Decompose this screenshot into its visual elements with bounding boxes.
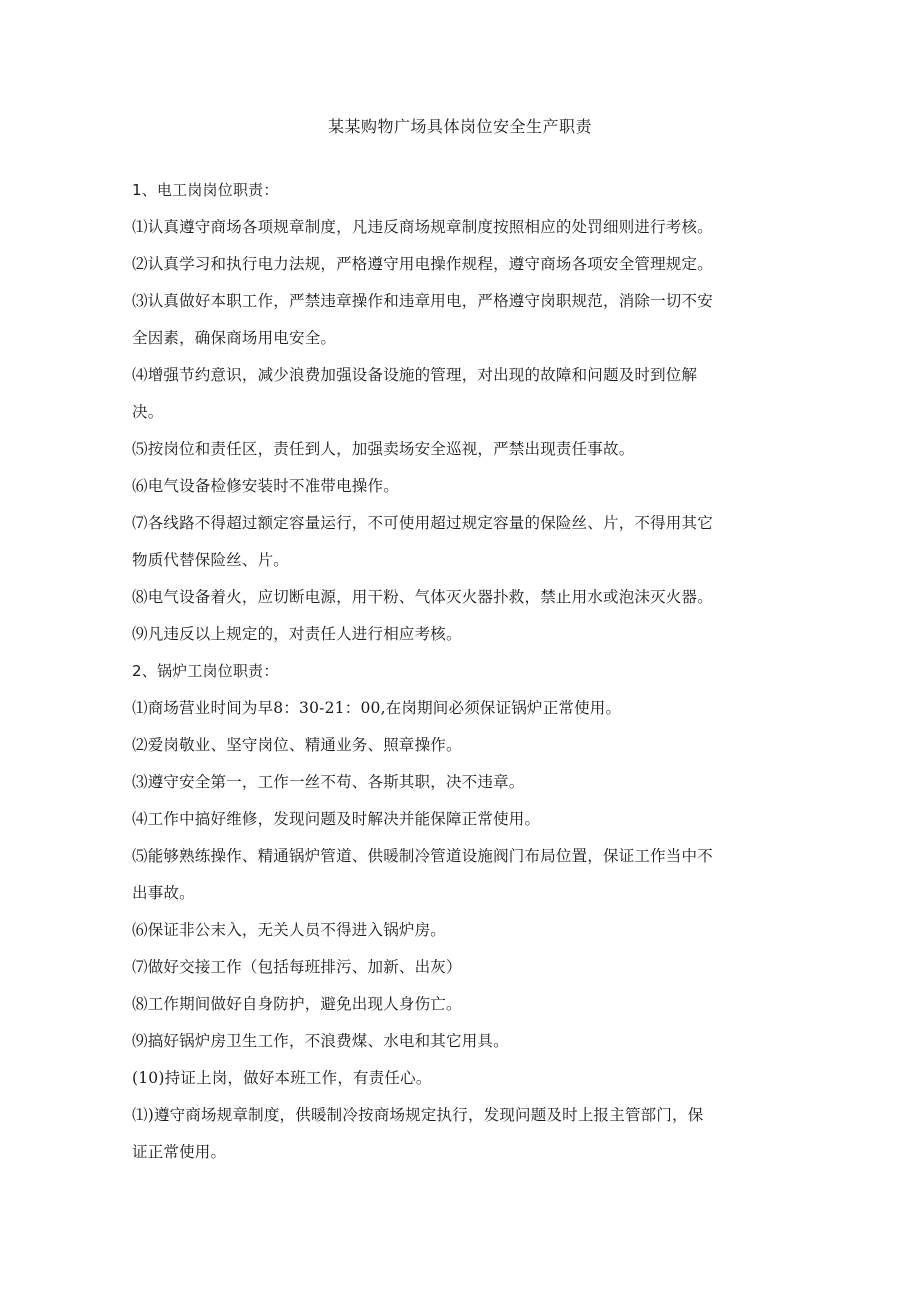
- section-heading-boiler: 2、锅炉工岗位职责：: [132, 662, 279, 680]
- text-line: 物质代替保险丝、片。: [132, 551, 290, 569]
- text-line: 出事故。: [132, 884, 195, 902]
- text-line: 证正常使用。: [132, 1143, 227, 1161]
- text-line: ⑶遵守安全第一，工作一丝不苟、各斯其职，决不违章。: [132, 773, 525, 791]
- text-line: (10)持证上岗，做好本班工作，有责任心。: [132, 1069, 432, 1087]
- document-body: [132, 172, 772, 1171]
- text-line: ⑷增强节约意识，减少浪费加强设备设施的管理，对出现的故障和问题及时到位解: [132, 366, 698, 384]
- text-line: ⑴认真遵守商场各项规章制度，凡违反商场规章制度按照相应的处罚细则进行考核。: [132, 218, 713, 236]
- text-line: ⑵爱岗敬业、坚守岗位、精通业务、照章操作。: [132, 736, 462, 754]
- text-line: ⑴商场营业时间为早8：30-21：00,在岗期间必须保证锅炉正常使用。: [132, 699, 622, 717]
- text-line: ⑵认真学习和执行电力法规，严格遵守用电操作规程，遵守商场各项安全管理规定。: [132, 255, 713, 273]
- text-line: ⑺做好交接工作（包括每班排污、加新、出灰）: [132, 958, 462, 976]
- text-line: ⑸能够熟练操作、精通锅炉管道、供暖制冷管道设施阀门布局位置，保证工作当中不: [132, 847, 713, 865]
- document-title: 某某购物广场具体岗位安全生产职责: [327, 117, 592, 136]
- text-line: ⑷工作中搞好维修，发现问题及时解决并能保障正常使用。: [132, 810, 541, 828]
- text-line: ⑴)遵守商场规章制度，供暖制冷按商场规定执行，发现问题及时上报主管部门，保: [132, 1106, 704, 1124]
- text-line: ⑻工作期间做好自身防护，避免出现人身伤亡。: [132, 995, 462, 1013]
- text-line: ⑹电气设备检修安装时不准带电操作。: [132, 477, 399, 495]
- text-line: ⑸按岗位和责任区，责任到人，加强卖场安全巡视，严禁出现责任事故。: [132, 440, 635, 458]
- text-line: ⑻电气设备着火，应切断电源，用干粉、气体灭火器扑救，禁止用水或泡沫灭火器。: [132, 588, 713, 606]
- text-line: ⑶认真做好本职工作，严禁违章操作和违章用电，严格遵守岗职规范，消除一切不安: [132, 292, 713, 310]
- text-line: 决。: [132, 403, 164, 421]
- section-heading-electrician: 1、电工岗岗位职责：: [132, 181, 279, 199]
- text-line: ⑼凡违反以上规定的，对责任人进行相应考核。: [132, 625, 462, 643]
- text-line: 全因素，确保商场用电安全。: [132, 329, 337, 347]
- text-line: ⑺各线路不得超过额定容量运行，不可使用超过规定容量的保险丝、片，不得用其它: [132, 514, 713, 532]
- text-line: ⑼搞好锅炉房卫生工作，不浪费煤、水电和其它用具。: [132, 1032, 509, 1050]
- text-line: ⑹保证非公末入，无关人员不得进入锅炉房。: [132, 921, 447, 939]
